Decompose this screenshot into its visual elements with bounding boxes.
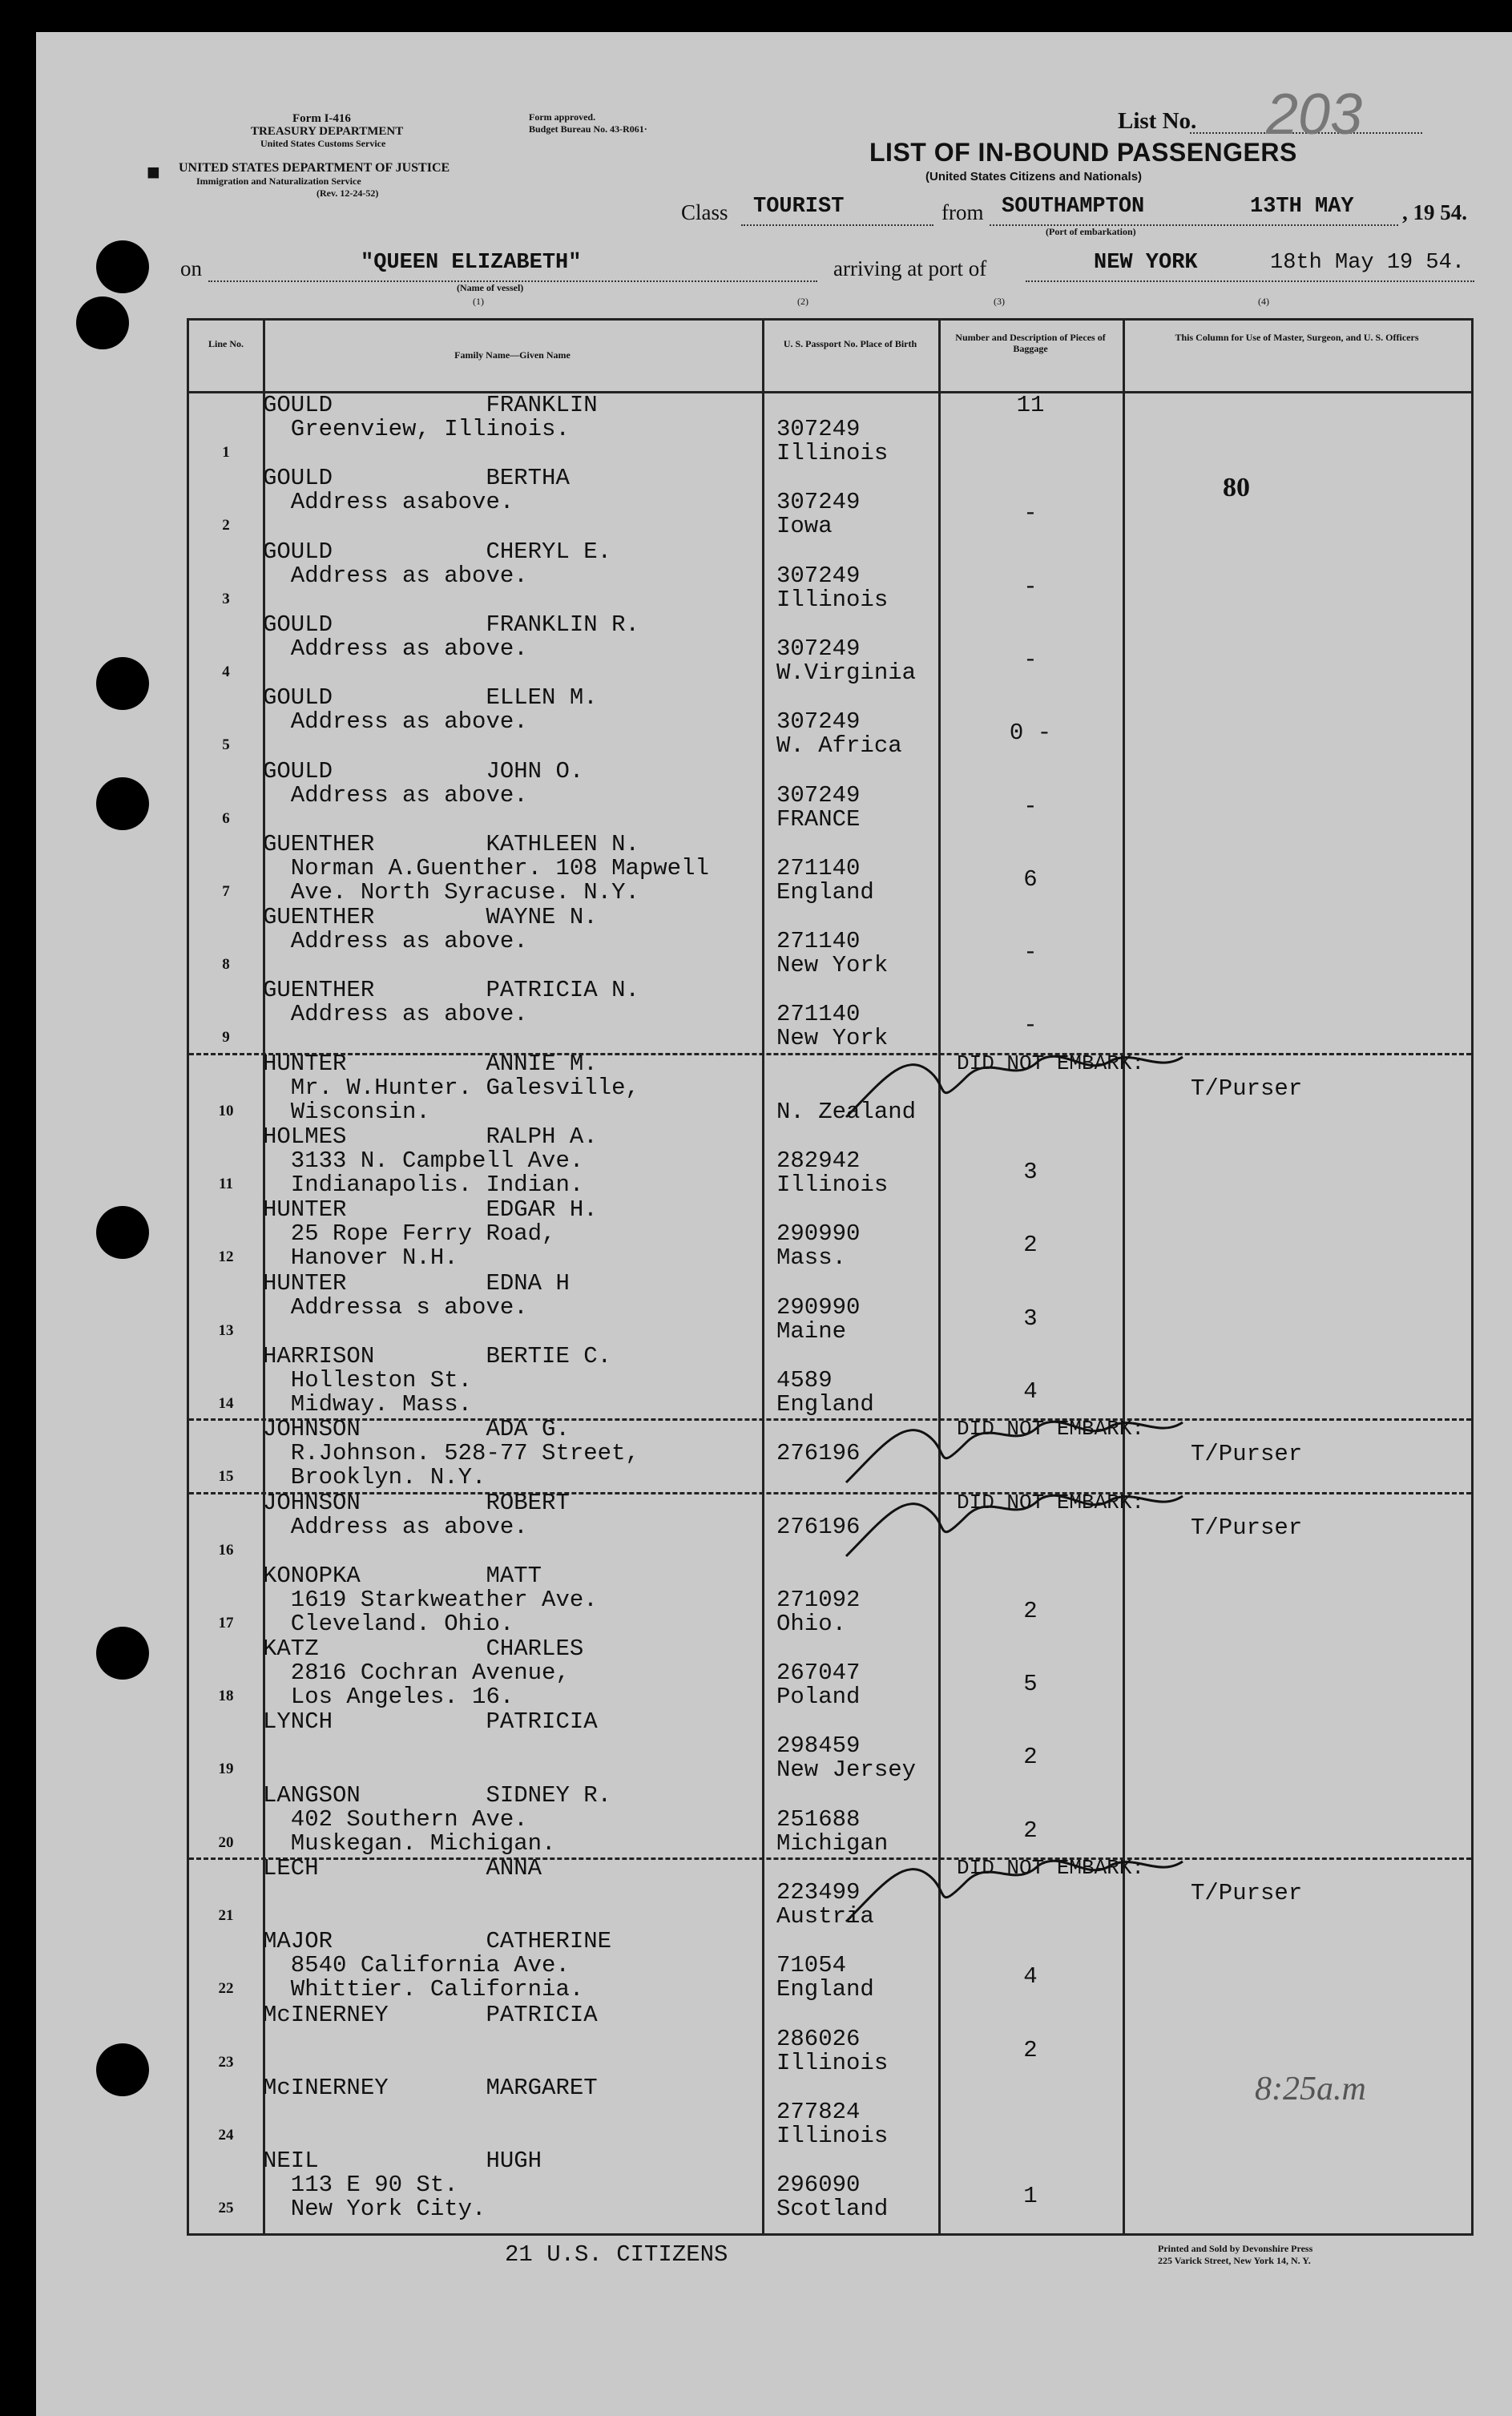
place-of-birth: England — [776, 1976, 874, 2003]
passenger-list-page — [36, 32, 1512, 2416]
baggage-count: 3 — [1023, 1305, 1038, 1332]
baggage-status: DID NOT EMBARK: — [957, 1856, 1145, 1880]
table-row — [189, 1196, 1471, 1273]
baggage-count: 2 — [1023, 1232, 1038, 1259]
line-number: 21 — [218, 1907, 234, 1924]
punch-hole-7 — [96, 2043, 149, 2096]
table-row — [189, 757, 1471, 834]
passenger-address: Holleston St. — [263, 1366, 473, 1394]
passenger-address: Address as above. — [263, 562, 528, 589]
passport-number: 271092 — [776, 1586, 861, 1613]
passenger-address: Address as above. — [263, 1513, 528, 1540]
table-row — [189, 2001, 1471, 2078]
passenger-name: KATZ CHARLES — [263, 1636, 584, 1663]
form-approved: Form approved. — [529, 111, 596, 123]
place-of-birth: W.Virginia — [776, 659, 917, 686]
place-of-birth: England — [776, 1390, 874, 1418]
from-caption: (Port of embarkation) — [1046, 226, 1136, 237]
form-revision: (Rev. 12-24-52) — [317, 188, 379, 199]
arrival-port: NEW YORK — [1094, 251, 1198, 275]
passenger-address: Address as above. — [263, 635, 528, 662]
place-of-birth: Illinois — [776, 1172, 889, 1198]
passenger-name: GOULD CHERYL E. — [263, 538, 612, 565]
punch-hole-6 — [96, 1627, 149, 1680]
table-row — [189, 1489, 1471, 1566]
col-header-officers: This Column for Use of Master, Surgeon, and U. S. Officers — [1175, 332, 1419, 343]
place-of-birth: FRANCE — [776, 805, 861, 833]
passport-number: 307249 — [776, 781, 861, 809]
passenger-name: HOLMES RALPH A. — [263, 1123, 598, 1150]
passenger-address-2: Ave. North Syracuse. N.Y. — [263, 878, 639, 905]
passenger-name: LECH ANNA — [263, 1855, 542, 1882]
from-label: from — [941, 200, 984, 224]
place-of-birth: Mass. — [776, 1244, 847, 1272]
passenger-name: HUNTER EDNA H — [263, 1269, 570, 1297]
place-of-birth: Iowa — [776, 513, 833, 540]
baggage-count: 6 — [1023, 865, 1038, 893]
inspection-time: 8:25a.m — [1255, 2070, 1366, 2107]
passenger-address: 1619 Starkweather Ave. — [263, 1586, 598, 1613]
passenger-name: GOULD BERTHA — [263, 465, 570, 492]
table-row — [189, 1562, 1471, 1639]
vessel-name: "QUEEN ELIZABETH" — [361, 251, 582, 275]
place-of-birth: Maine — [776, 1317, 847, 1345]
line-number: 1 — [222, 444, 230, 461]
table-row — [189, 1638, 1471, 1712]
passenger-address-2: Brooklyn. N.Y. — [263, 1464, 486, 1491]
passenger-address: Address as above. — [263, 708, 528, 736]
passenger-address-2: Hanover N.H. — [263, 1244, 458, 1272]
passport-number: 307249 — [776, 562, 861, 589]
class-label: Class — [681, 200, 728, 224]
purser-signature — [830, 1476, 1215, 1564]
justice-dept: UNITED STATES DEPARTMENT OF JUSTICE — [179, 161, 450, 175]
form-number: Form I-416 — [292, 112, 351, 125]
punch-hole-3 — [96, 657, 149, 710]
passenger-name: McINERNEY MARGARET — [263, 2074, 598, 2101]
purser-signature-label: T/Purser — [1191, 1075, 1303, 1102]
passenger-name: MAJOR CATHERINE — [263, 1928, 612, 1955]
punch-hole-1 — [96, 240, 149, 293]
table-row — [189, 2150, 1471, 2224]
punch-hole-4 — [96, 777, 149, 830]
passenger-address: 113 E 90 St. — [263, 2172, 458, 2199]
line-number: 3 — [222, 590, 230, 607]
baggage-status: DID NOT EMBARK: — [957, 1417, 1145, 1442]
table-row — [189, 467, 1471, 541]
table-row — [189, 1269, 1471, 1346]
passenger-address-2: Cleveland. Ohio. — [263, 1610, 514, 1637]
passenger-table — [187, 318, 1474, 2236]
table-row — [189, 1123, 1471, 1200]
page-title: LIST OF IN-BOUND PASSENGERS — [869, 138, 1297, 167]
baggage-count: - — [1023, 500, 1038, 527]
place-of-birth: N. Zealand — [776, 1098, 917, 1125]
line-number: 14 — [218, 1394, 234, 1412]
table-row — [189, 906, 1471, 980]
passenger-address-2: Los Angeles. 16. — [263, 1684, 514, 1711]
baggage-count: - — [1023, 939, 1038, 966]
table-row — [189, 1930, 1471, 2004]
on-label: on — [180, 256, 202, 280]
purser-signature-label: T/Purser — [1191, 1514, 1303, 1541]
place-of-birth: Scotland — [776, 2196, 889, 2223]
purser-signature-label: T/Purser — [1191, 1880, 1303, 1906]
baggage-count: - — [1023, 573, 1038, 600]
col-header-baggage: Number and Description of Pieces of Baggage — [955, 332, 1106, 354]
budget-bureau: Budget Bureau No. 43-R061· — [529, 123, 647, 135]
baggage-count: 3 — [1023, 1159, 1038, 1185]
baggage-count: 0 - — [1009, 720, 1052, 747]
passport-number: 271140 — [776, 928, 861, 955]
table-row — [189, 1708, 1471, 1785]
customs-service: United States Customs Service — [260, 138, 386, 149]
col-header-line: Line No. — [208, 338, 244, 349]
place-of-birth: Michigan — [776, 1829, 889, 1857]
passenger-address-2: Indianapolis. Indian. — [263, 1172, 584, 1198]
passport-number: 296090 — [776, 2172, 861, 2199]
passenger-address-2: New York City. — [263, 2196, 486, 2223]
passenger-name: GOULD FRANKLIN R. — [263, 611, 639, 638]
baggage-count: 5 — [1023, 1671, 1038, 1698]
place-of-birth: New Jersey — [776, 1757, 917, 1784]
baggage-count: 2 — [1023, 2036, 1038, 2063]
line-number: 13 — [218, 1321, 234, 1339]
passenger-address: Address as above. — [263, 781, 528, 809]
passenger-address: R.Johnson. 528-77 Street, — [263, 1440, 639, 1467]
passenger-address: 8540 California Ave. — [263, 1952, 570, 1979]
passport-number: 277824 — [776, 2098, 861, 2125]
col-header-name: Family Name—Given Name — [454, 349, 571, 361]
purser-signature — [830, 1037, 1215, 1125]
line-number: 23 — [218, 2053, 234, 2071]
line-number: 11 — [219, 1176, 233, 1192]
vessel-caption: (Name of vessel) — [457, 282, 524, 293]
passenger-name: JOHNSON ROBERT — [263, 1489, 570, 1516]
baggage-count: - — [1023, 1012, 1038, 1039]
passenger-address: Mr. W.Hunter. Galesville, — [263, 1074, 639, 1101]
from-value: SOUTHAMPTON — [1002, 195, 1145, 219]
table-row — [189, 684, 1471, 760]
place-of-birth: England — [776, 878, 874, 905]
passport-number: 71054 — [776, 1952, 847, 1979]
baggage-count: 2 — [1023, 1817, 1038, 1844]
list-no-label: List No. — [1118, 108, 1197, 134]
table-row — [189, 611, 1471, 688]
table-row — [189, 1857, 1471, 1931]
passenger-name: KONOPKA MATT — [263, 1562, 542, 1589]
table-row — [189, 394, 1471, 468]
line-number: 12 — [218, 1248, 234, 1266]
line-number: 8 — [222, 956, 230, 974]
arriving-label: arriving at port of — [833, 256, 987, 280]
place-of-birth: New York — [776, 1025, 889, 1052]
passport-number: 271140 — [776, 854, 861, 881]
baggage-count: 2 — [1023, 1597, 1038, 1624]
passenger-address: Norman A.Guenther. 108 Mapwell — [263, 854, 709, 881]
place-of-birth: Illinois — [776, 586, 889, 613]
punch-hole-2 — [76, 296, 129, 349]
passport-number: 276196 — [776, 1440, 861, 1467]
line-number: 24 — [218, 2126, 234, 2144]
col-header-passport: U. S. Passport No. Place of Birth — [783, 338, 917, 349]
place-of-birth: Illinois — [776, 2049, 889, 2076]
passport-number: 307249 — [776, 489, 861, 516]
line-number: 25 — [218, 2200, 234, 2217]
passenger-address: 3133 N. Campbell Ave. — [263, 1147, 584, 1174]
line-number: 9 — [222, 1029, 230, 1047]
line-number: 18 — [218, 1688, 234, 1705]
class-value: TOURIST — [753, 195, 845, 219]
line-number: 2 — [222, 517, 230, 534]
passport-number: 282942 — [776, 1147, 861, 1174]
passport-number: 4589 — [776, 1366, 833, 1394]
passenger-address: Greenview, Illinois. — [263, 416, 570, 442]
table-row — [189, 830, 1471, 907]
passport-number: 307249 — [776, 416, 861, 442]
line-number: 6 — [222, 809, 230, 827]
passenger-name: HUNTER EDGAR H. — [263, 1196, 598, 1224]
col-num-4: (4) — [1258, 296, 1269, 307]
line-number: 16 — [218, 1541, 234, 1559]
passport-number: 307249 — [776, 708, 861, 736]
line-number: 19 — [218, 1761, 234, 1778]
passenger-name: GUENTHER PATRICIA N. — [263, 977, 639, 1004]
printer-line-2: 225 Varick Street, New York 14, N. Y. — [1158, 2255, 1311, 2266]
passenger-name: GUENTHER WAYNE N. — [263, 904, 598, 931]
col-num-1: (1) — [473, 296, 484, 307]
passenger-address: Address as above. — [263, 1001, 528, 1028]
seal-icon: ■ — [147, 160, 160, 185]
baggage-count: 1 — [1023, 2183, 1038, 2210]
baggage-count: 11 — [1016, 392, 1045, 418]
passenger-address-2: Midway. Mass. — [263, 1390, 473, 1418]
passenger-name: HUNTER ANNIE M. — [263, 1050, 598, 1077]
baggage-count: 4 — [1023, 1963, 1038, 1990]
purser-signature-label: T/Purser — [1191, 1441, 1303, 1468]
place-of-birth: W. Africa — [776, 732, 902, 760]
line-number: 4 — [222, 663, 230, 680]
passport-number: 286026 — [776, 2025, 861, 2052]
line-number: 17 — [218, 1614, 234, 1632]
table-row — [189, 1050, 1471, 1127]
line-number: 10 — [218, 1102, 234, 1119]
baggage-status: DID NOT EMBARK: — [957, 1490, 1145, 1515]
passenger-address: Address as above. — [263, 928, 528, 955]
passport-number: 251688 — [776, 1805, 861, 1833]
passenger-name: JOHNSON ADA G. — [263, 1416, 570, 1443]
place-of-birth: New York — [776, 952, 889, 979]
page-subtitle: (United States Citizens and Nationals) — [925, 170, 1143, 184]
treasury-dept: TREASURY DEPARTMENT — [251, 125, 404, 138]
line-number: 7 — [222, 882, 230, 900]
baggage-count: - — [1023, 793, 1038, 820]
passport-number: 271140 — [776, 1001, 861, 1028]
passenger-address: Address asabove. — [263, 489, 514, 516]
passport-number: 276196 — [776, 1513, 861, 1540]
passport-number: 290990 — [776, 1293, 861, 1321]
col-num-3: (3) — [994, 296, 1005, 307]
passenger-name: LANGSON SIDNEY R. — [263, 1781, 612, 1809]
place-of-birth: Illinois — [776, 440, 889, 466]
printer-line-1: Printed and Sold by Devonshire Press — [1158, 2243, 1313, 2254]
passenger-name: McINERNEY PATRICIA — [263, 2001, 598, 2028]
passenger-address-2: Wisconsin. — [263, 1098, 430, 1125]
place-of-birth: Poland — [776, 1684, 861, 1711]
list-no-value: 203 — [1266, 83, 1363, 147]
table-row — [189, 2070, 1471, 2151]
passenger-address: Addressa s above. — [263, 1293, 528, 1321]
punch-hole-5 — [96, 1206, 149, 1259]
passenger-address: 402 Southern Ave. — [263, 1805, 528, 1833]
place-of-birth: Austria — [776, 1903, 874, 1930]
passenger-name: GUENTHER KATHLEEN N. — [263, 830, 639, 857]
passport-number: 267047 — [776, 1660, 861, 1687]
line-number: 5 — [222, 736, 230, 754]
purser-signature — [830, 1841, 1215, 1930]
passport-number: 290990 — [776, 1220, 861, 1248]
line-number: 15 — [218, 1468, 234, 1486]
passenger-address-2: Whittier. California. — [263, 1976, 584, 2003]
passenger-name: HARRISON BERTIE C. — [263, 1342, 612, 1369]
passenger-name: GOULD FRANKLIN — [263, 392, 598, 418]
line-number: 22 — [218, 1980, 234, 1998]
line-number: 20 — [218, 1833, 234, 1851]
passenger-name: GOULD JOHN O. — [263, 757, 584, 784]
baggage-count: - — [1023, 646, 1038, 673]
total-citizens: 21 U.S. CITIZENS — [505, 2241, 728, 2268]
passenger-address-2: Muskegan. Michigan. — [263, 1829, 556, 1857]
passport-number: 223499 — [776, 1879, 861, 1906]
place-of-birth: Ohio. — [776, 1610, 847, 1637]
passenger-address: 25 Rope Ferry Road, — [263, 1220, 556, 1248]
passenger-address: 2816 Cochran Avenue, — [263, 1660, 570, 1687]
passenger-name: GOULD ELLEN M. — [263, 684, 598, 712]
table-row — [189, 538, 1471, 615]
baggage-count: 4 — [1023, 1377, 1038, 1405]
departure-year: , 19 54. — [1402, 200, 1467, 224]
baggage-count: 2 — [1023, 1744, 1038, 1771]
passenger-name: LYNCH PATRICIA — [263, 1708, 598, 1736]
passport-number: 307249 — [776, 635, 861, 662]
ins-service: Immigration and Naturalization Service — [196, 175, 361, 187]
col-num-2: (2) — [797, 296, 808, 307]
passenger-name: NEIL HUGH — [263, 2148, 542, 2175]
baggage-status: DID NOT EMBARK: — [957, 1051, 1145, 1075]
place-of-birth: Illinois — [776, 2122, 889, 2149]
arrival-date: 18th May 19 54. — [1270, 251, 1466, 275]
departure-date: 13TH MAY — [1250, 195, 1354, 219]
passport-number: 298459 — [776, 1732, 861, 1760]
officer-note: 80 — [1223, 473, 1250, 503]
